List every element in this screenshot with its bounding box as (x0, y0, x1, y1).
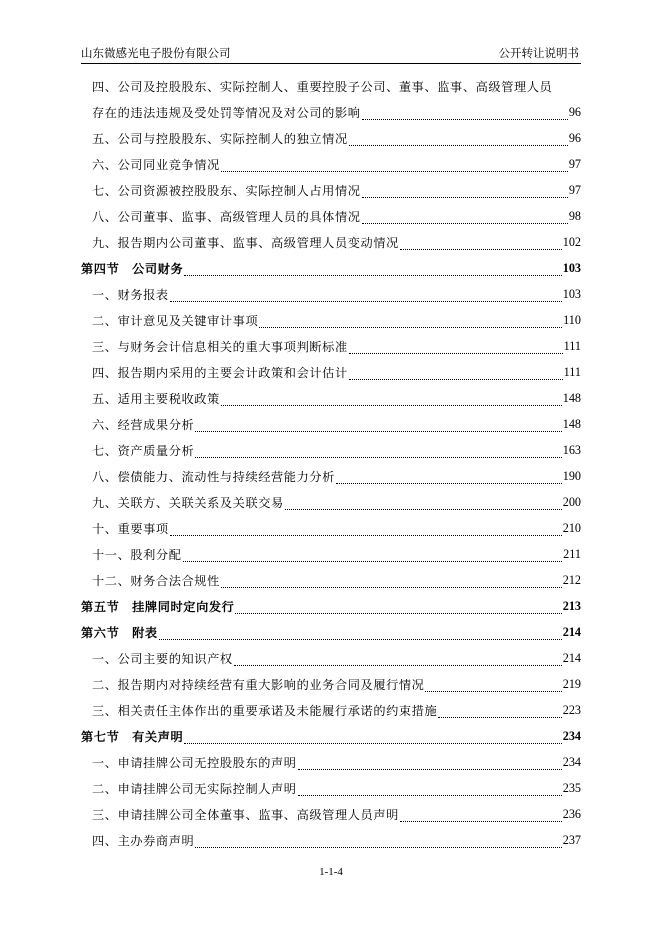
dot-leader (425, 679, 561, 692)
dot-leader (362, 211, 568, 224)
toc-entry-title: 三、申请挂牌公司全体董事、监事、高级管理人员声明 (92, 807, 399, 822)
toc-entry-title: 十二、财务合法合规性 (92, 573, 220, 588)
toc-entry-page: 200 (562, 494, 581, 509)
toc-entry-page: 110 (563, 313, 581, 328)
toc-entry[interactable] (81, 282, 581, 308)
toc-entry-title: 六、公司同业竞争情况 (92, 158, 220, 173)
toc-entry[interactable] (81, 126, 581, 152)
table-of-contents (81, 74, 581, 853)
toc-entry-page: 211 (563, 546, 581, 561)
toc-entry-title: 六、经营成果分析 (92, 418, 195, 433)
dot-leader (221, 393, 562, 406)
dot-leader (221, 159, 568, 172)
toc-entry-page: 163 (562, 443, 581, 458)
dot-leader (298, 757, 562, 770)
toc-entry-page: 236 (562, 806, 581, 821)
toc-entry-title: 九、报告期内公司董事、监事、高级管理人员变动情况 (92, 236, 399, 251)
dot-leader (183, 549, 563, 562)
dot-leader (438, 705, 561, 718)
toc-entry-title: 八、偿债能力、流动性与持续经营能力分析 (92, 470, 335, 485)
toc-entry-title: 四、主办券商声明 (92, 833, 195, 848)
toc-entry[interactable] (81, 801, 581, 827)
dot-leader (362, 107, 568, 120)
dot-leader (259, 315, 562, 328)
dot-leader (184, 731, 561, 744)
dot-leader (234, 653, 562, 666)
dot-leader (184, 263, 561, 276)
toc-section-entry[interactable] (81, 256, 581, 282)
toc-section-entry[interactable] (81, 619, 581, 645)
toc-entry-title: 九、关联方、关联关系及关联交易 (92, 495, 284, 510)
dot-leader (170, 523, 562, 536)
toc-entry[interactable] (81, 386, 581, 412)
toc-entry-page: 111 (563, 365, 581, 380)
toc-entry[interactable] (81, 334, 581, 360)
toc-entry-title: 十一、股利分配 (92, 547, 182, 562)
toc-entry-page: 148 (562, 391, 581, 406)
toc-entry[interactable] (81, 412, 581, 438)
toc-entry-title: 四、公司及控股股东、实际控制人、重要控股子公司、董事、监事、高级管理人员 (92, 80, 553, 95)
toc-entry[interactable] (81, 178, 581, 204)
toc-entry-page: 214 (562, 650, 581, 665)
page-header (81, 43, 581, 64)
toc-entry-page: 97 (568, 183, 581, 198)
dot-leader (336, 471, 562, 484)
toc-entry[interactable] (81, 438, 581, 464)
toc-entry-title: 七、公司资源被控股股东、实际控制人占用情况 (92, 184, 361, 199)
dot-leader (195, 835, 561, 848)
toc-entry[interactable] (81, 204, 581, 230)
page-number: 1-1-4 (319, 866, 343, 878)
toc-entry-page: 223 (562, 702, 581, 717)
toc-entry[interactable] (81, 645, 581, 671)
toc-entry-page: 98 (568, 209, 581, 224)
toc-entry-page: 97 (568, 157, 581, 172)
toc-entry[interactable] (81, 464, 581, 490)
toc-entry-page: 111 (563, 339, 581, 354)
toc-entry-page: 96 (568, 131, 581, 146)
toc-entry-title: 二、审计意见及关键审计事项 (92, 314, 259, 329)
toc-section-entry[interactable] (81, 593, 581, 619)
toc-entry[interactable] (81, 775, 581, 801)
toc-entry-title: 存在的违法违规及受处罚等情况及对公司的影响 (92, 106, 361, 121)
toc-entry-page: 103 (562, 287, 581, 302)
toc-entry-title: 二、报告期内对持续经营有重大影响的业务合同及履行情况 (92, 677, 425, 692)
toc-entry-page: 213 (562, 598, 581, 613)
toc-entry-page: 234 (562, 754, 581, 769)
dot-leader (285, 497, 562, 510)
toc-entry[interactable] (81, 749, 581, 775)
dot-leader (362, 185, 568, 198)
dot-leader (400, 809, 562, 822)
toc-entry[interactable] (81, 308, 581, 334)
toc-entry[interactable] (81, 567, 581, 593)
toc-entry-title: 十、重要事项 (92, 521, 169, 536)
dot-leader (170, 289, 562, 302)
toc-entry-page: 212 (562, 572, 581, 587)
toc-entry[interactable] (81, 697, 581, 723)
toc-entry[interactable] (81, 827, 581, 853)
document-title: 公开转让说明书 (498, 46, 579, 60)
dot-leader (235, 601, 561, 614)
toc-entry-page: 237 (562, 832, 581, 847)
toc-entry-title: 四、报告期内采用的主要会计政策和会计估计 (92, 366, 348, 381)
toc-entry-page: 235 (562, 780, 581, 795)
dot-leader (349, 367, 563, 380)
toc-entry-title: 一、申请挂牌公司无控股股东的声明 (92, 755, 297, 770)
dot-leader (195, 445, 561, 458)
toc-entry[interactable] (81, 515, 581, 541)
dot-leader (221, 575, 562, 588)
dot-leader (195, 419, 561, 432)
toc-entry[interactable] (81, 230, 581, 256)
toc-entry-page: 103 (562, 261, 581, 276)
toc-entry-page: 96 (568, 105, 581, 120)
dot-leader (159, 627, 562, 640)
toc-entry[interactable] (81, 74, 581, 100)
toc-entry-page: 214 (562, 624, 581, 639)
toc-entry-title: 七、资产质量分析 (92, 444, 195, 459)
toc-entry-page: 148 (562, 417, 581, 432)
toc-entry-page: 234 (562, 728, 581, 743)
toc-section-entry[interactable] (81, 723, 581, 749)
dot-leader (349, 341, 563, 354)
toc-entry[interactable] (81, 152, 581, 178)
toc-entry-title: 一、财务报表 (92, 288, 169, 303)
toc-entry-title: 第五节 挂牌同时定向发行 (81, 599, 235, 614)
toc-entry-page: 190 (562, 469, 581, 484)
dot-leader (349, 133, 568, 146)
toc-entry-page: 210 (562, 520, 581, 535)
dot-leader (400, 237, 562, 250)
toc-entry-title: 三、与财务会计信息相关的重大事项判断标准 (92, 340, 348, 355)
toc-entry-page: 219 (562, 676, 581, 691)
toc-entry-title: 第七节 有关声明 (81, 729, 184, 744)
toc-entry-page: 102 (562, 235, 581, 250)
toc-entry-title: 五、适用主要税收政策 (92, 392, 220, 407)
toc-entry[interactable] (81, 490, 581, 516)
toc-entry-title: 第六节 附表 (81, 625, 158, 640)
company-name: 山东微感光电子股份有限公司 (81, 46, 231, 60)
toc-entry[interactable] (81, 671, 581, 697)
toc-entry-title: 三、相关责任主体作出的重要承诺及未能履行承诺的约束措施 (92, 703, 438, 718)
toc-entry-title: 二、申请挂牌公司无实际控制人声明 (92, 781, 297, 796)
toc-entry-title: 五、公司与控股股东、实际控制人的独立情况 (92, 132, 348, 147)
toc-entry-title: 八、公司董事、监事、高级管理人员的具体情况 (92, 210, 361, 225)
toc-entry[interactable] (81, 541, 581, 567)
toc-entry-title: 一、公司主要的知识产权 (92, 651, 233, 666)
toc-entry-title: 第四节 公司财务 (81, 262, 184, 277)
toc-entry[interactable] (81, 360, 581, 386)
dot-leader (298, 783, 562, 796)
toc-entry[interactable] (81, 100, 581, 126)
